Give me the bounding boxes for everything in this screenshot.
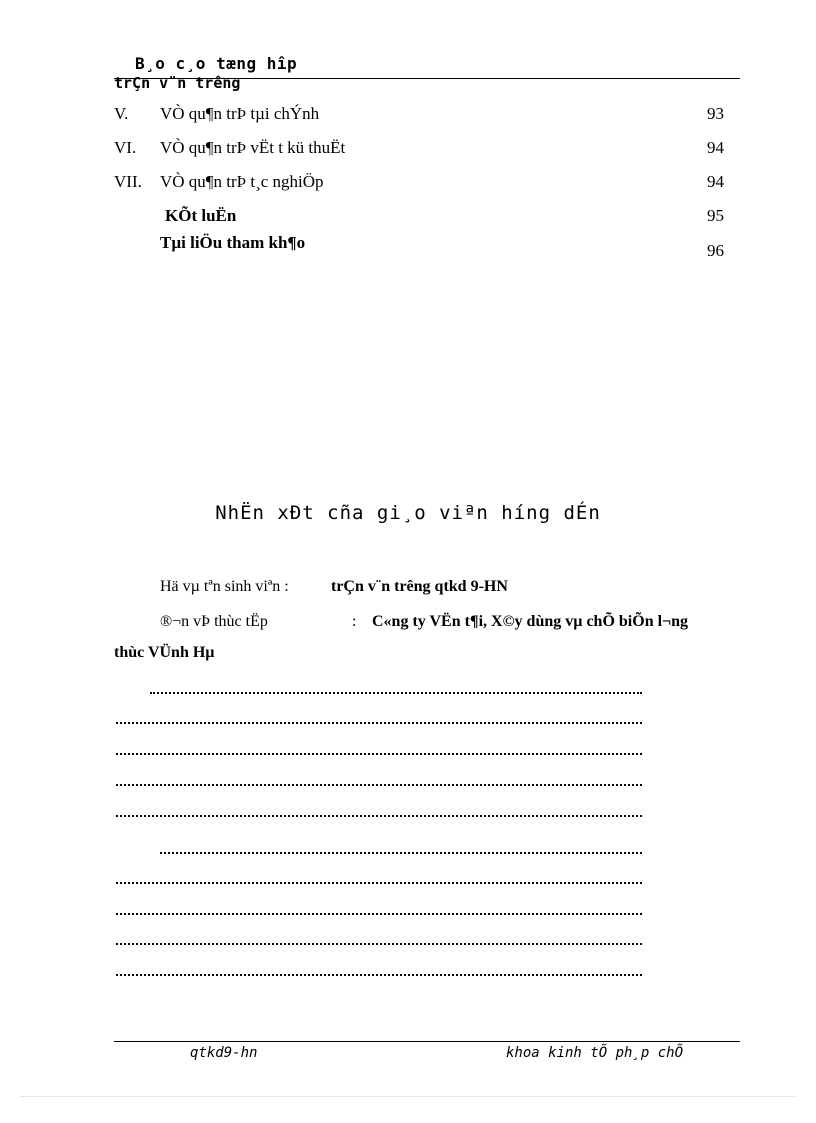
comment-line — [116, 741, 642, 755]
internship-unit-colon: : — [352, 613, 357, 630]
internship-unit-value-cont: thùc VÜnh Hµ — [114, 644, 215, 661]
internship-unit-value: C«ng ty VËn t¶i, X©y dùng vµ chÕ biÕn l¬ng — [372, 613, 689, 630]
comment-line — [116, 870, 642, 884]
comment-line — [160, 840, 642, 854]
toc-row — [114, 206, 724, 230]
toc-title: VÒ qu¶n trÞ t¸c nghiÖp — [160, 172, 324, 191]
toc-title: Tµi liÖu tham kh¶o — [160, 233, 306, 252]
toc-page-number: 94 — [707, 172, 724, 191]
comment-line — [116, 901, 642, 915]
toc-row — [114, 104, 724, 128]
comment-line — [150, 680, 642, 694]
toc-page-number: 93 — [707, 104, 724, 123]
toc-number: VII. — [114, 172, 142, 191]
header-rule — [114, 78, 740, 79]
comment-line — [116, 962, 642, 976]
page-bottom-edge — [20, 1096, 796, 1097]
comment-line — [116, 803, 642, 817]
toc-page-number: 95 — [707, 206, 724, 225]
comment-line — [116, 931, 642, 945]
toc-row — [114, 233, 724, 260]
footer-class-code: qtkd9-hn — [190, 1045, 258, 1061]
toc-page-number: 96 — [707, 241, 724, 260]
toc-row — [114, 172, 724, 196]
toc-title: VÒ qu¶n trÞ tµi chÝnh — [160, 104, 320, 123]
student-name-value: trÇn v¨n trêng qtkd 9-HN — [331, 578, 508, 595]
internship-unit-label: ®¬n vÞ thùc tËp — [160, 613, 268, 630]
toc-page-number: 94 — [707, 138, 724, 157]
student-name-label: Hä vµ tªn sinh viªn : — [160, 578, 289, 595]
header-author: trÇn v¨n trêng — [114, 74, 241, 92]
comment-line — [116, 710, 642, 724]
comment-line — [116, 772, 642, 786]
toc-title: KÕt luËn — [165, 206, 237, 225]
footer-rule — [114, 1041, 740, 1042]
toc-row — [114, 138, 724, 162]
header-report-title: B¸o c¸o tæng hîp — [135, 54, 298, 73]
section-title: NhËn xÐt cña gi¸o viªn híng dÉn — [215, 502, 601, 524]
toc-number: V. — [114, 104, 129, 123]
toc-number: VI. — [114, 138, 137, 157]
footer-department: khoa kinh tÕ ph¸p chÕ — [506, 1045, 684, 1061]
toc-title: VÒ qu¶n trÞ vËt t kü thuËt — [160, 138, 346, 157]
